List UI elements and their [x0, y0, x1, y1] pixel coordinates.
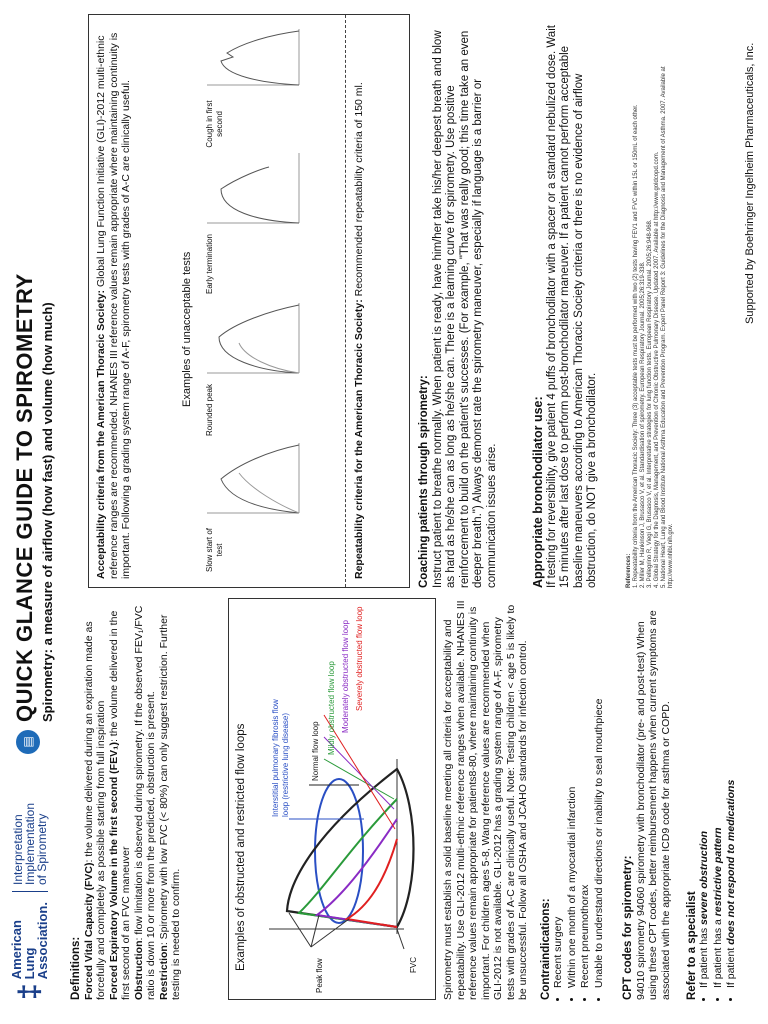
acceptability-criteria: Acceptability criteria from the American Thoracic Society: Global Lung Function Initiative (GLI)-2012 multi-ethnic reference ranges are recommended. NHANES III reference values remain appropriate where maintaining continuity is important. Following a grading system range of A-F, spirometry tests with grades of A-C are clinically useful.	[95, 32, 132, 579]
flow-loops-diagram	[229, 599, 435, 999]
cough-plot	[199, 27, 339, 89]
double-cross-icon: ‡	[12, 983, 46, 1000]
acceptability-box	[88, 14, 410, 588]
flow-loops-box	[228, 598, 436, 1000]
severe-label: Severely obstructed flow loop	[355, 606, 364, 711]
reference-item: 4. Global Strategy for the Diagnosis, Management, and Prevention of Chronic Obstructive Pulmonary Disease. Updated 2007. Available at http://www.goldcopd.com.	[654, 151, 660, 588]
fvc-pointer	[397, 929, 404, 949]
references: References: 1. Repeatability criteria from the American Thoracic Society: Three (3) acceptable tests must be performed with two (2) tests having FEV1 and FVC within 15L or 150mL of each other. 2. Miller M, Hankinson J, Brusasco V, et al. Standardisation of spirometry. European Respiratory Journal. 2005;26:319-338. 3. Pellegrino R, Viegi G, Brusasco V, et al. Interpretative strategies for lung function tests. European Respiratory Journal. 2005;26:948-968. 4. Global Strategy for the Diagnosis, Management, and Prevention of Chronic Obstructive Pulmonary Disease. Updated 2007. Available at http://www.goldcopd.com. 5. National Heart, Lung and Blood Institute National Asthma Education and Prevention Program. Expert Panel Report 3: Guidelines for the Diagnosis and Management of Asthma. 2007. Available at http://www.nhlbi.nih.gov.	[626, 16, 675, 588]
refer-list	[698, 600, 739, 1000]
baseline-text: Spirometry must establish a solid baseline meeting all criteria for acceptability and repeatability. Use GLI-2012 multi-ethnic reference ranges when available. NHANES III reference values remain appropriate for patients8-80, where maintaining continuity is important. For children ages 5-8, Wang reference values are recommended when GLI-2012 is not available. GLI-2012 has a grading system range of A-F, spirometry tests with grades of A-C are clinically useful. Note: Testing children < age 5 is likely to be unsuccessful. Follow all OSHA and JCAHO standards for infection control.	[442, 600, 529, 1000]
list-item: • Recent surgery	[552, 600, 566, 988]
mild-loop	[299, 799, 397, 927]
example-label-slow: Slow start of test	[205, 528, 224, 573]
logo	[10, 803, 49, 1000]
list-item: • If patient has a restrictive pattern	[712, 600, 726, 988]
book-icon: ▤	[16, 730, 40, 754]
list-item: • Recent pneumothorax	[579, 600, 593, 988]
org-tagline: Interpretation Implementation of Spirometry	[12, 803, 48, 892]
restrictive-label: Interstitial pulmonary fibrosis flow loop (restrictive lung disease)	[271, 699, 290, 817]
severe-loop	[347, 839, 397, 927]
slow-start-plot	[199, 439, 339, 519]
reference-item: 2. Miller M, Hankinson J, Brusasco V, et al. Standardisation of spirometry. European Respiratory Journal. 2005;26:319-338.	[640, 261, 646, 588]
reference-item: 3. Pellegrino R, Viegi G, Brusasco V, et al. Interpretative strategies for lung function tests. European Respiratory Journal. 2005;26:948-968.	[647, 219, 653, 588]
divider	[345, 15, 346, 587]
definitions: Definitions: Forced Vital Capacity (FVC): the volume delivered during an expiration made as forcefully and completely as possible starting from full inspiration Forced Expiratory Volume in the first second (FEV₁): the volume delivered in the first second of an FVC maneuver Obstruction: flow limitation is observed during spirometry. If the observed FEV₁/FVC ratio is down 10 or more from the predicted, obstruction is present. Restriction: Spirometry with low FVC (< 80%) can only suggest restriction. Further testing is needed to confirm.	[70, 605, 182, 1000]
list-item: • If patient does not respond to medications	[725, 600, 739, 988]
moderate-label: Moderately obstructed flow loop	[341, 620, 350, 733]
flow-loops-title: Examples of obstructed and restricted flow loops	[235, 723, 247, 971]
bronchodilator: Appropriate bronchodilator use: If testing for reversibility, give patient 4 puffs of bronchodilator with a spacer or a standard nebulized dose. Wait 15 minutes after last dose to perform post-bronchodilator maneuver. If a patient cannot perform acceptable baseline maneuvers according to American Thoracic Society criteria or there is no evidence of airflow obstruction, do NOT give a bronchodilator.	[531, 25, 598, 588]
contraindications-list	[552, 600, 606, 1000]
list-item: • Unable to understand directions or inability to seal mouthpiece	[593, 600, 607, 988]
page-subtitle: Spirometry: a measure of airflow (how fast) and volume (how much)	[40, 302, 55, 722]
repeatability-criteria: Repeatability criteria for the American Thoracic Society: Recommended repeatability criteria of 150 ml.	[353, 82, 365, 579]
peak-flow-label: Peak flow	[315, 958, 324, 993]
page-title: QUICK GLANCE GUIDE TO SPIROMETRY	[12, 273, 37, 722]
reference-item: 1. Repeatability criteria from the American Thoracic Society: Three (3) acceptable tests must be performed with two (2) tests having FEV1 and FVC within 15L or 150mL of each other.	[633, 104, 639, 588]
example-label-early: Early termination	[205, 233, 214, 295]
mild-label: Mildly obstructed flow loop	[327, 661, 336, 755]
example-label-rounded: Rounded peak	[205, 383, 214, 437]
reference-item: 5. National Heart, Lung and Blood Institute National Asthma Education and Prevention Program. Expert Panel Report 3: Guidelines for the Diagnosis and Management of Asthma. 2007. Available at http://www.nhlbi.nih.gov.	[661, 66, 674, 588]
org-name: American Lung Association.	[9, 902, 50, 980]
refer-specialist: Refer to a specialist • If patient has severe obstruction • If patient has a restrictive pattern • If patient does not respond to medications	[686, 600, 739, 1000]
contraindications: Contraindications: • Recent surgery • Within one month of a myocardial infarction • Recent pneumothorax • Unable to understand directions or inability to seal mouthpiece	[540, 600, 606, 1000]
restrictive-loop	[315, 779, 363, 923]
unacceptable-title: Examples of unacceptable tests	[181, 251, 193, 407]
example-label-cough: Cough in first second	[205, 100, 224, 148]
cpt-codes: CPT codes for spirometry: 94010 spirometry 94060 spirometry with bronchodilator (pre- and post-test) When using these CPT codes, better reimbursement happens when current symptoms are associated with the appropriate ICD9 code for asthma or COPD.	[622, 610, 672, 1000]
unacceptable-examples	[199, 27, 339, 577]
early-termination-plot	[199, 149, 339, 229]
rounded-peak-plot	[199, 299, 339, 379]
normal-label: Normal flow loop	[311, 721, 320, 781]
supported-by: Supported by Boehringer Ingelheim Pharmaceuticals, Inc.	[744, 42, 756, 324]
fvc-label: FVC	[409, 957, 418, 973]
list-item: • Within one month of a myocardial infarction	[566, 600, 580, 988]
coaching: Coaching patients through spirometry: Instruct patient to breathe normally. When patient is ready, have him/her take his/her deepest breath and blow as hard as he/she can as long as he/she can. There is a learning curve for spirometry. Use positive reinforcement to build on the patient's successes. (For example, "That was really good; this time take an even deeper breath.") Always demonst rate the spirometry maneuver, especially if language is a barrier or communication issues arise.	[418, 30, 498, 588]
list-item: • If patient has severe obstruction	[698, 600, 712, 988]
peak-flow-pointer	[289, 913, 311, 947]
